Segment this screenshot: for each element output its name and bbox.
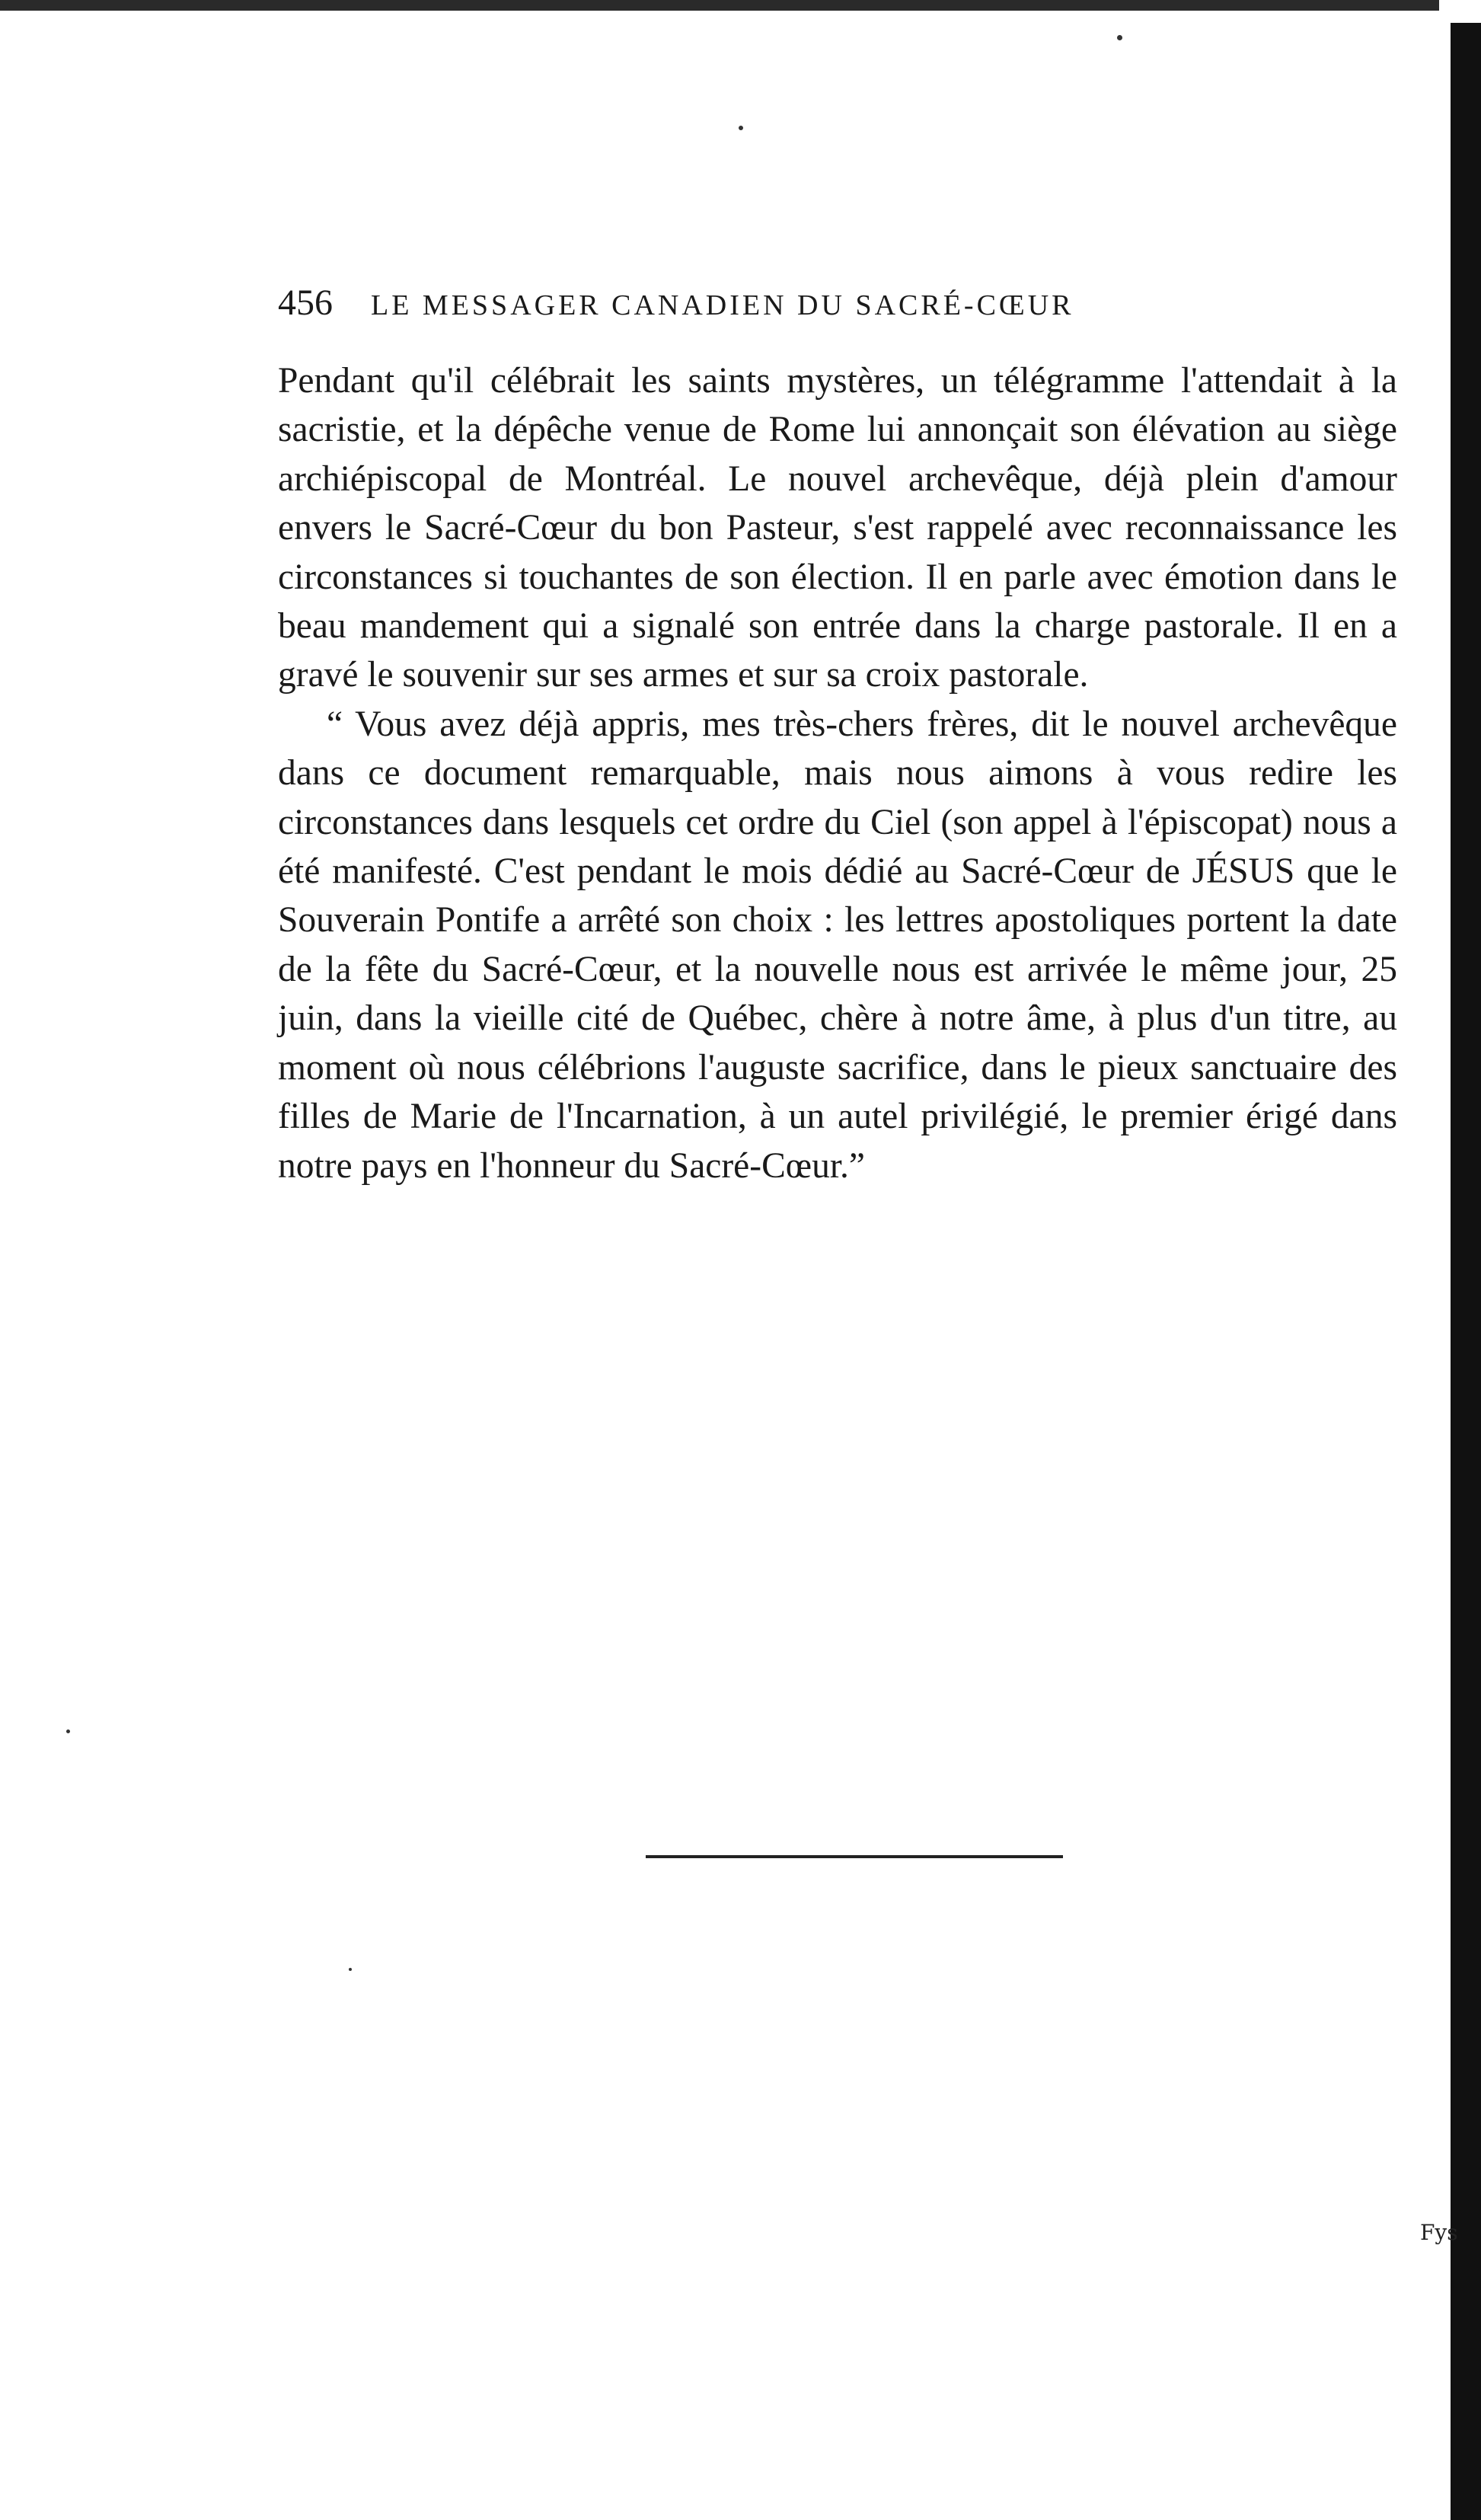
- page-number: 456: [278, 283, 333, 323]
- right-scan-edge: [1451, 23, 1481, 2520]
- page-header: [278, 282, 1374, 327]
- top-scan-border: [0, 0, 1439, 11]
- body-text: [278, 356, 1397, 1190]
- paragraph-1: Pendant qu'il célébrait les saints mystères, un télégramme l'attendait à la sacristie, et la dépêche venue de Rome lui annonçait son élévation au siège archiépiscopal de Montréal. Le nouvel archevêque, déjà plein d'amour envers le Sacré-Cœur du bon Pasteur, s'est rappelé avec reconnaissance les circonstances si touchantes de son élection. Il en parle avec émotion dans le beau mandement qui a signalé son entrée dans la charge pastorale. Il en a gravé le souvenir sur ses armes et sur sa croix pastorale.: [278, 361, 1397, 695]
- end-rule: [646, 1855, 1063, 1858]
- paragraph-2-quotation: “ Vous avez déjà appris, mes très-chers frères, dit le nouvel archevêque dans ce document remarquable, mais nous aimons à vous redire les circonstances dans lesquels cet ordre du Ciel (son appel à l'épiscopat) nous a été manifesté. C'est pendant le mois dédié au Sacré-Cœur de JÉSUS que le Souverain Pontife a arrêté son choix : les lettres apostoliques portent la date de la fête du Sacré-Cœur, et la nouvelle nous est arrivée le même jour, 25 juin, dans la vieille cité de Québec, chère à notre âme, à plus d'un titre, au moment où nous célébrions l'auguste sacrifice, dans le pieux sanctuaire des filles de Marie de l'Incarnation, à un autel privilégié, le premier érigé dans notre pays en l'honneur du Sacré-Cœur.”: [278, 704, 1397, 1186]
- scan-speck: [349, 1968, 352, 1971]
- scan-speck: [66, 1730, 70, 1733]
- scan-speck: [1117, 35, 1122, 40]
- margin-fragment: Fys: [1420, 2220, 1458, 2245]
- running-title: LE MESSAGER CANADIEN DU SACRÉ-CŒUR: [371, 289, 1074, 321]
- scan-speck: [739, 126, 743, 130]
